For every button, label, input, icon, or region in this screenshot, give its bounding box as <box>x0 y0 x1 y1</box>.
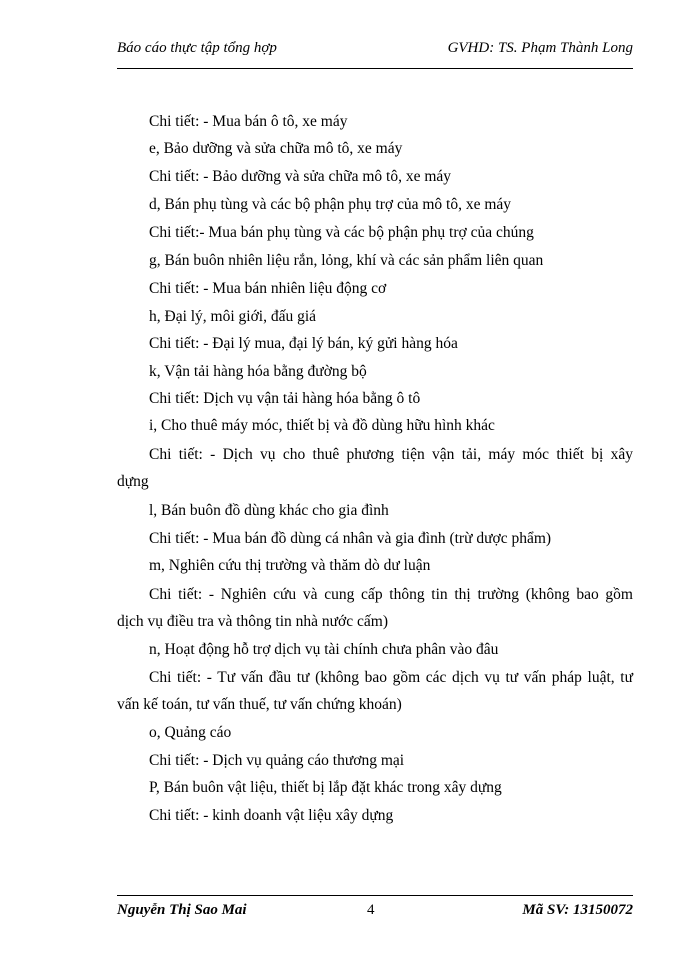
text-line: o, Quảng cáo <box>149 724 232 741</box>
footer-divider <box>117 895 633 896</box>
text-line: P, Bán buôn vật liệu, thiết bị lắp đặt khác trong xây dựng <box>149 779 502 796</box>
text-line: g, Bán buôn nhiên liệu rắn, lỏng, khí và các sản phẩm liên quan <box>149 252 544 269</box>
page-number: 4 <box>367 902 375 918</box>
text-line: Chi tiết: - kinh doanh vật liệu xây dựng <box>149 807 394 824</box>
text-line: m, Nghiên cứu thị trường và thăm dò dư luận <box>149 557 431 574</box>
supervisor-label: GVHD: TS. Phạm Thành Long <box>447 40 633 56</box>
text-line: dựng <box>117 473 149 490</box>
report-title: Báo cáo thực tập tổng hợp <box>117 40 277 56</box>
text-line: i, Cho thuê máy móc, thiết bị và đồ dùng hữu hình khác <box>149 417 495 434</box>
author-name: Nguyễn Thị Sao Mai <box>117 902 247 918</box>
text-line: l, Bán buôn đồ dùng khác cho gia đình <box>149 502 389 519</box>
text-line: Chi tiết: - Mua bán ô tô, xe máy <box>149 113 348 130</box>
text-line: Chi tiết: - Nghiên cứu và cung cấp thông tin thị trường (không bao gồm <box>149 586 633 603</box>
text-line: h, Đại lý, môi giới, đấu giá <box>149 308 317 325</box>
header-divider <box>117 68 633 69</box>
text-line: Chi tiết: - Dịch vụ quảng cáo thương mại <box>149 752 405 769</box>
text-line: Chi tiết: Dịch vụ vận tải hàng hóa bằng ô tô <box>149 390 421 407</box>
text-line: e, Bảo dưỡng và sửa chữa mô tô, xe máy <box>149 140 403 157</box>
page-footer <box>117 902 633 924</box>
text-line: d, Bán phụ tùng và các bộ phận phụ trợ của mô tô, xe máy <box>149 196 512 213</box>
text-line: Chi tiết: - Bảo dưỡng và sửa chữa mô tô, xe máy <box>149 168 452 185</box>
text-line: Chi tiết: - Đại lý mua, đại lý bán, ký gửi hàng hóa <box>149 335 458 352</box>
text-line: n, Hoạt động hỗ trợ dịch vụ tài chính chưa phân vào đâu <box>149 641 499 658</box>
text-line: vấn kế toán, tư vấn thuế, tư vấn chứng khoán) <box>117 696 402 713</box>
text-line: dịch vụ điều tra và thông tin nhà nước cấm) <box>117 613 388 630</box>
page-header <box>117 40 633 62</box>
text-line: k, Vận tải hàng hóa bằng đường bộ <box>149 363 367 380</box>
text-line: Chi tiết: - Mua bán đồ dùng cá nhân và gia đình (trừ dược phẩm) <box>149 530 552 547</box>
text-line: Chi tiết:- Mua bán phụ tùng và các bộ phận phụ trợ của chúng <box>149 224 534 241</box>
text-line: Chi tiết: - Dịch vụ cho thuê phương tiện vận tải, máy móc thiết bị xây <box>149 446 633 463</box>
text-line: Chi tiết: - Mua bán nhiên liệu động cơ <box>149 280 387 297</box>
student-id: Mã SV: 13150072 <box>522 902 633 918</box>
text-line: Chi tiết: - Tư vấn đầu tư (không bao gồm các dịch vụ tư vấn pháp luật, tư <box>149 669 633 686</box>
